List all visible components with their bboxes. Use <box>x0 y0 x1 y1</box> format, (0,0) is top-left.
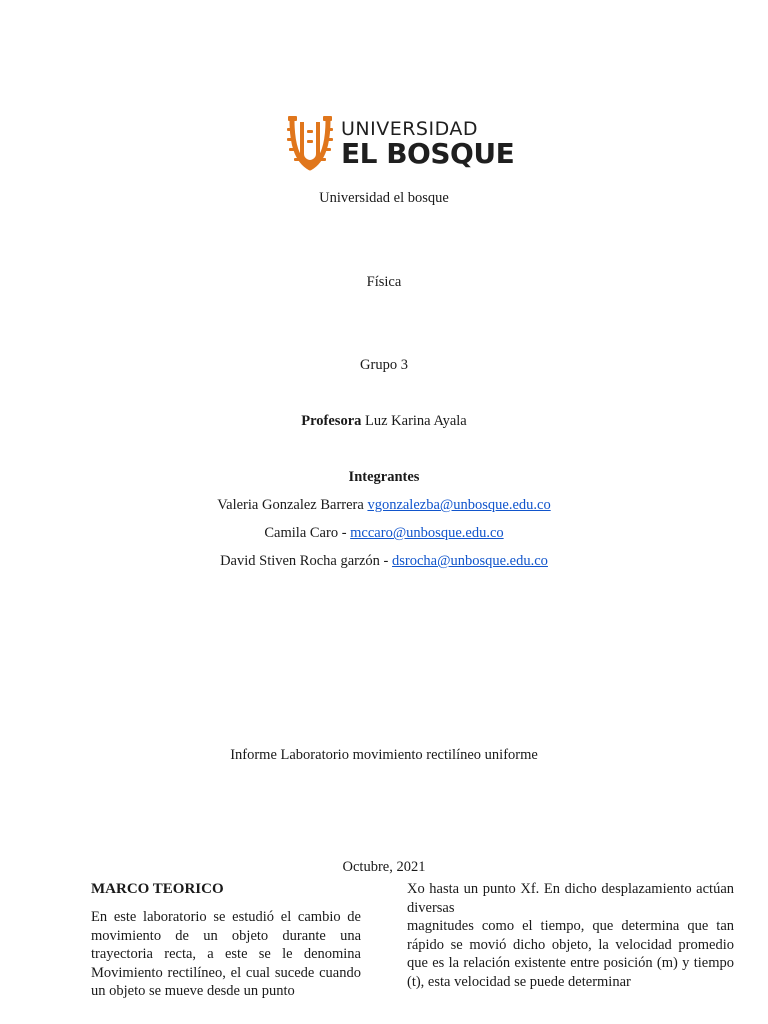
body-paragraph-continuation: Xo hasta un punto Xf. En dicho desplazamiento actúan diversas <box>407 881 734 916</box>
body-paragraph: En este laboratorio se estudió el cambio de movimiento de un objeto durante una trayectoria recta, a este se le denomina Movimiento rectilíneo, el cual sucede cuando un objeto se mueve desde un punto <box>91 909 361 999</box>
member-email-link[interactable]: mccaro@unbosque.edu.co <box>350 525 504 541</box>
member-name: David Stiven Rocha garzón - <box>220 553 393 569</box>
logo-text-bottom: EL BOSQUE <box>341 137 515 170</box>
university-name: Universidad el bosque <box>319 190 449 206</box>
report-date: Octubre, 2021 <box>342 859 426 875</box>
members-heading-text: Integrantes <box>348 469 420 485</box>
members-heading <box>0 468 768 486</box>
right-text-column <box>407 880 734 991</box>
university-crest-icon <box>286 114 334 172</box>
professor-name: Luz Karina Ayala <box>361 413 467 429</box>
member-name: Camila Caro - <box>264 525 351 541</box>
member-name: Valeria Gonzalez Barrera <box>217 497 368 513</box>
left-text-column <box>91 880 361 1001</box>
section-heading: MARCO TEORICO <box>91 881 224 897</box>
logo-text-top: UNIVERSIDAD <box>341 118 479 140</box>
member-email-link[interactable]: vgonzalezba@unbosque.edu.co <box>367 497 551 513</box>
professor-line <box>0 412 768 430</box>
member-email-link[interactable]: dsrocha@unbosque.edu.co <box>392 553 548 569</box>
university-logo <box>286 112 515 174</box>
professor-label: Profesora <box>301 413 362 429</box>
group-label: Grupo 3 <box>360 357 408 373</box>
member-row <box>0 524 768 542</box>
report-title: Informe Laboratorio movimiento rectilíneo uniforme <box>230 747 538 763</box>
member-row <box>0 552 768 570</box>
subject-title: Física <box>366 274 402 290</box>
body-paragraph: magnitudes como el tiempo, que determina que tan rápido se movió dicho objeto, la velocidad promedio que es la relación existente entre posición (m) y tiempo (t), esta velocidad se puede determinar <box>407 918 734 990</box>
member-row <box>0 496 768 514</box>
